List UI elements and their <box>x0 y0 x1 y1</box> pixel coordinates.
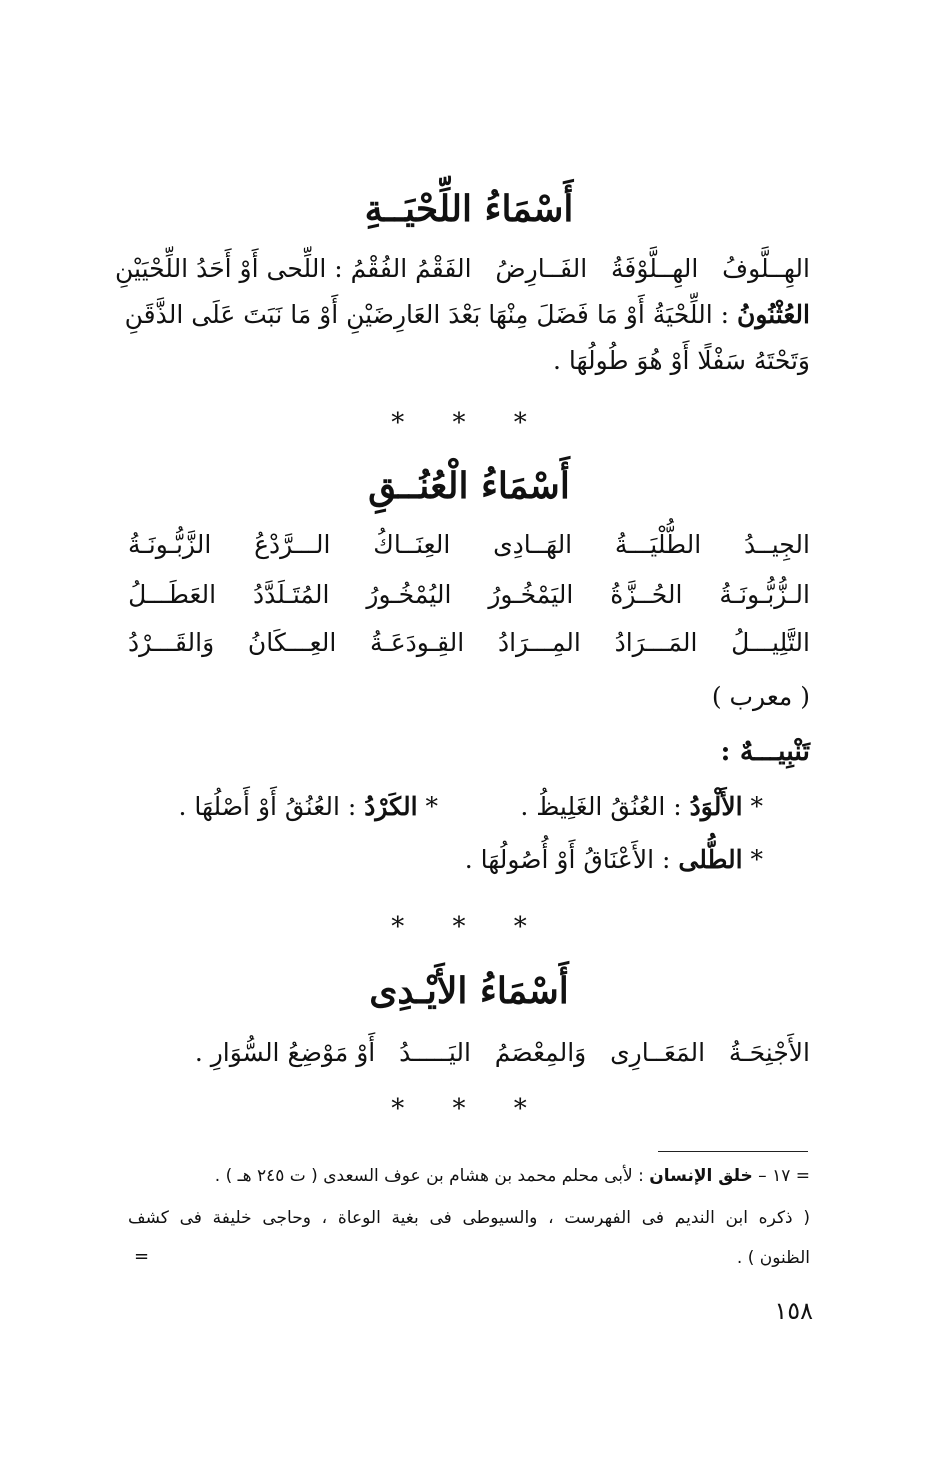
separator-3: * * * <box>391 1094 547 1124</box>
page-number: ١٥٨ <box>774 1297 813 1325</box>
beard-line-2 <box>124 292 810 338</box>
neck-row-2 <box>128 580 810 609</box>
neck-word: الـزُّبُّـونَـةُ <box>719 580 810 609</box>
hands-line: الأَجْنِحَـةُ المَعَــارِى وَالمِعْصَمُ اليَـــــدُ أَوْ مَوْضِعُ السُّوَارِ . <box>194 1038 810 1067</box>
term-kard: الكَرْدُ <box>364 792 418 821</box>
neck-row-1 <box>128 530 810 559</box>
neck-word: العِنَــاكُ <box>373 530 451 559</box>
section-title-hands: أَسْمَاءُ الأَيْـدِى <box>369 970 569 1012</box>
beard-line-2-text: : اللِّحْيَةُ أَوْ مَا فَضَلَ مِنْهَا بَعْدَ العَارِضَيْنِ أَوْ مَا نَبَتَ عَلَى الذَّقَنِ <box>124 300 737 329</box>
note-tula-text: : الأَعْنَاقُ أَوْ أُصُولُهَا . <box>464 845 679 874</box>
neck-word: العَطَـــلُ <box>128 580 217 609</box>
neck-word: الـــرَّدْعُ <box>254 530 331 559</box>
neck-word: الجِيــدُ <box>743 530 810 559</box>
neck-word: الهَــادِى <box>493 530 573 559</box>
neck-word: الطُّلْيَـــةُ <box>614 530 702 559</box>
beard-line-1: الهِــلَّوفُ الهِــلَّوْفَةُ الفَــارِضُ الفَقْمُ الفُقْمُ : اللِّحى أَوْ أَحَدُ اللِّحْيَيْنِ <box>115 254 810 283</box>
beard-line-3: وَتَحْتَهُ سَفْلًا أَوْ هُوَ طُولُهَا . <box>553 346 810 375</box>
footnote-line-1 <box>128 1166 810 1186</box>
tanbih-heading: تَنْبِيـــهٌ : <box>720 736 810 767</box>
neck-word: العِـــكَانُ <box>247 628 337 657</box>
neck-word: الحُــزَّةُ <box>610 580 683 609</box>
term-alwad: الأَلْوَدُ <box>689 792 743 821</box>
bullet-star: * <box>750 845 763 874</box>
bullet-star: * <box>750 792 763 821</box>
footnote-number: = ١٧ – <box>752 1166 810 1186</box>
note-alwad <box>520 792 763 821</box>
neck-word: التَّلِيـــلُ <box>731 628 810 657</box>
footnote-continued-mark: = <box>134 1246 150 1267</box>
note-kard-text: : العُنُقُ أَوْ أَصْلُهَا . <box>178 792 365 821</box>
separator-2: * * * <box>391 912 547 942</box>
neck-word: اليَمْخُـورُ <box>488 580 574 609</box>
section-title-beard: أَسْمَاءُ اللِّحْيَــةِ <box>364 188 574 230</box>
note-alwad-text: : العُنُقُ الغَلِيظُ . <box>520 792 690 821</box>
note-tula <box>465 845 763 874</box>
footnote-line-2: ( ذكره ابن النديم فى الفهرست ، والسيوطى فى بغية الوعاة ، وحاجى خليفة فى كشف <box>128 1208 810 1228</box>
separator-1: * * * <box>391 408 547 438</box>
footnote-rule <box>658 1151 808 1152</box>
footnote-line-1-text: : لأبى محلم محمد بن هشام بن عوف السعدى ( ت ٢٤٥ هـ ) . <box>214 1166 650 1186</box>
term-uthnun: العُثْنُونُ <box>737 300 810 329</box>
neck-word: المُتَـلَدَّدُ <box>253 580 330 609</box>
bullet-star: * <box>425 792 438 821</box>
section-title-neck: أَسْمَاءُ الْعُنُــقِ <box>368 465 570 507</box>
term-tula: الطُّلى <box>678 845 743 874</box>
footnote-book-title: خلق الإنسان <box>649 1166 753 1186</box>
footnote-line-3: الظنون ) . <box>736 1248 810 1268</box>
neck-word: اليُمْخُـورُ <box>366 580 452 609</box>
neck-word: القِـودَعَـةُ <box>370 628 465 657</box>
neck-word: وَالقَـــرْدُ <box>128 628 215 657</box>
neck-word: المِـــرَادُ <box>497 628 581 657</box>
mu3rab-label: ( معرب ) <box>711 682 810 711</box>
beard-paragraph <box>115 246 810 384</box>
neck-word: المَـــرَادُ <box>614 628 698 657</box>
note-kard <box>179 792 438 821</box>
neck-row-3 <box>128 628 810 657</box>
neck-word: الزَّبُّـونَـةُ <box>128 530 212 559</box>
